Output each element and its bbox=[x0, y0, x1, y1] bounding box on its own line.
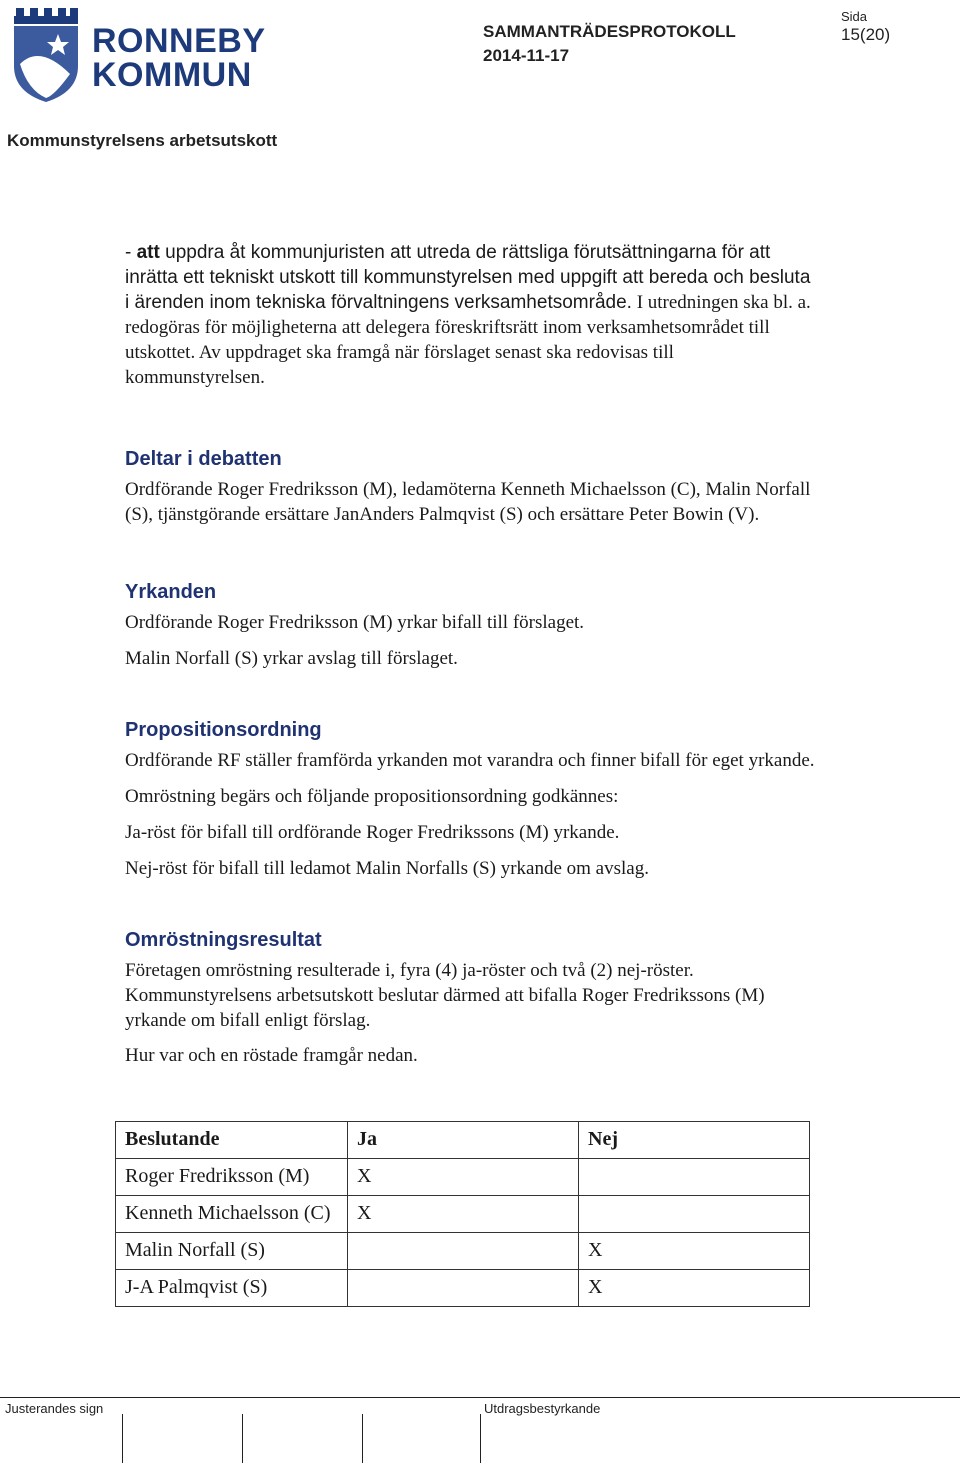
decision-dash: - bbox=[125, 242, 137, 263]
proposals-heading: Yrkanden bbox=[125, 581, 217, 603]
signature-box-divider bbox=[362, 1414, 363, 1463]
decision-att: att bbox=[136, 242, 160, 263]
vote-yes bbox=[348, 1270, 579, 1307]
table-row bbox=[116, 1196, 810, 1233]
org-name bbox=[92, 24, 266, 92]
order-4: Nej-röst för bifall till ledamot Malin Norfalls (S) yrkande om avslag. bbox=[125, 858, 649, 879]
proposal-1: Ordförande Roger Fredriksson (M) yrkar bifall till förslaget. bbox=[125, 612, 585, 633]
voter-name: Roger Fredriksson (M) bbox=[116, 1159, 348, 1196]
extract-label: Utdragsbestyrkande bbox=[484, 1401, 601, 1416]
order-2: Omröstning begärs och följande propositionsordning godkännes: bbox=[125, 786, 619, 807]
protocol-body bbox=[125, 240, 825, 1068]
signature-box-divider bbox=[480, 1414, 481, 1463]
vote-table bbox=[115, 1121, 810, 1307]
table-row bbox=[116, 1159, 810, 1196]
signature-box-divider bbox=[122, 1414, 123, 1463]
debate-text: Ordförande Roger Fredriksson (M), ledamöterna Kenneth Michaelsson (C), Malin Norfall (S), tjänstgörande ersättare JanAnders Palmqvist (S) och ersättare Peter Bowin (V). bbox=[125, 479, 811, 525]
result-1: Företagen omröstning resulterade i, fyra (4) ja-röster och två (2) nej-röster. Kommunstyrelsens arbetsutskott beslutar därmed att bifalla Roger Fredrikssons (M) yrkande om bifall enligt förslag. bbox=[125, 960, 765, 1031]
page-label: Sida bbox=[841, 9, 868, 24]
debate-heading: Deltar i debatten bbox=[125, 448, 282, 470]
vote-no bbox=[579, 1196, 810, 1233]
table-row bbox=[116, 1233, 810, 1270]
voter-name: J-A Palmqvist (S) bbox=[116, 1270, 348, 1307]
proposal-2: Malin Norfall (S) yrkar avslag till förslaget. bbox=[125, 648, 458, 669]
meeting-date: 2014-11-17 bbox=[483, 46, 570, 65]
vote-yes: X bbox=[348, 1159, 579, 1196]
page-number: 15(20) bbox=[841, 25, 891, 44]
ronneby-logo bbox=[10, 4, 266, 104]
voter-name: Malin Norfall (S) bbox=[116, 1233, 348, 1270]
table-header-row bbox=[116, 1122, 810, 1159]
order-heading: Propositionsordning bbox=[125, 719, 322, 741]
header-yes: Ja bbox=[348, 1122, 579, 1159]
vote-no: X bbox=[579, 1233, 810, 1270]
result-2: Hur var och en röstade framgår nedan. bbox=[125, 1045, 418, 1066]
coat-of-arms-icon bbox=[10, 4, 82, 104]
document-type: SAMMANTRÄDESPROTOKOLL bbox=[483, 22, 736, 41]
vote-no bbox=[579, 1159, 810, 1196]
result-heading: Omröstningsresultat bbox=[125, 929, 322, 951]
org-name-line2: KOMMUN bbox=[92, 56, 252, 94]
header-decider: Beslutande bbox=[116, 1122, 348, 1159]
decision-text-serif: I utredningen ska bl. a. redogöras för möjligheterna att delegera föreskriftsrätt inom verksamhetsområdet till utskottet. Av uppdraget ska framgå när förslaget senast ska redovisas till kommunstyrelsen. bbox=[125, 292, 811, 388]
voter-name: Kenneth Michaelsson (C) bbox=[116, 1196, 348, 1233]
signature-box-divider bbox=[242, 1414, 243, 1463]
sign-label: Justerandes sign bbox=[5, 1401, 104, 1416]
committee-name: Kommunstyrelsens arbetsutskott bbox=[7, 131, 278, 150]
vote-yes bbox=[348, 1233, 579, 1270]
header-no: Nej bbox=[579, 1122, 810, 1159]
vote-no: X bbox=[579, 1270, 810, 1307]
decision-paragraph bbox=[125, 240, 815, 390]
org-name-line1: RONNEBY bbox=[92, 22, 266, 60]
order-1: Ordförande RF ställer framförda yrkanden mot varandra och finner bifall för eget yrkande. bbox=[125, 750, 815, 771]
table-row bbox=[116, 1270, 810, 1307]
vote-yes: X bbox=[348, 1196, 579, 1233]
decision-text-sans: uppdra åt kommunjuristen att utreda de rättsliga förutsättningarna för att inrätta ett tekniskt utskott till kommunstyrelsen med uppgift att bereda och besluta i ärenden inom tekniska förvaltningens verksamhetsområde. bbox=[125, 242, 811, 313]
order-3: Ja-röst för bifall till ordförande Roger Fredrikssons (M) yrkande. bbox=[125, 822, 620, 843]
